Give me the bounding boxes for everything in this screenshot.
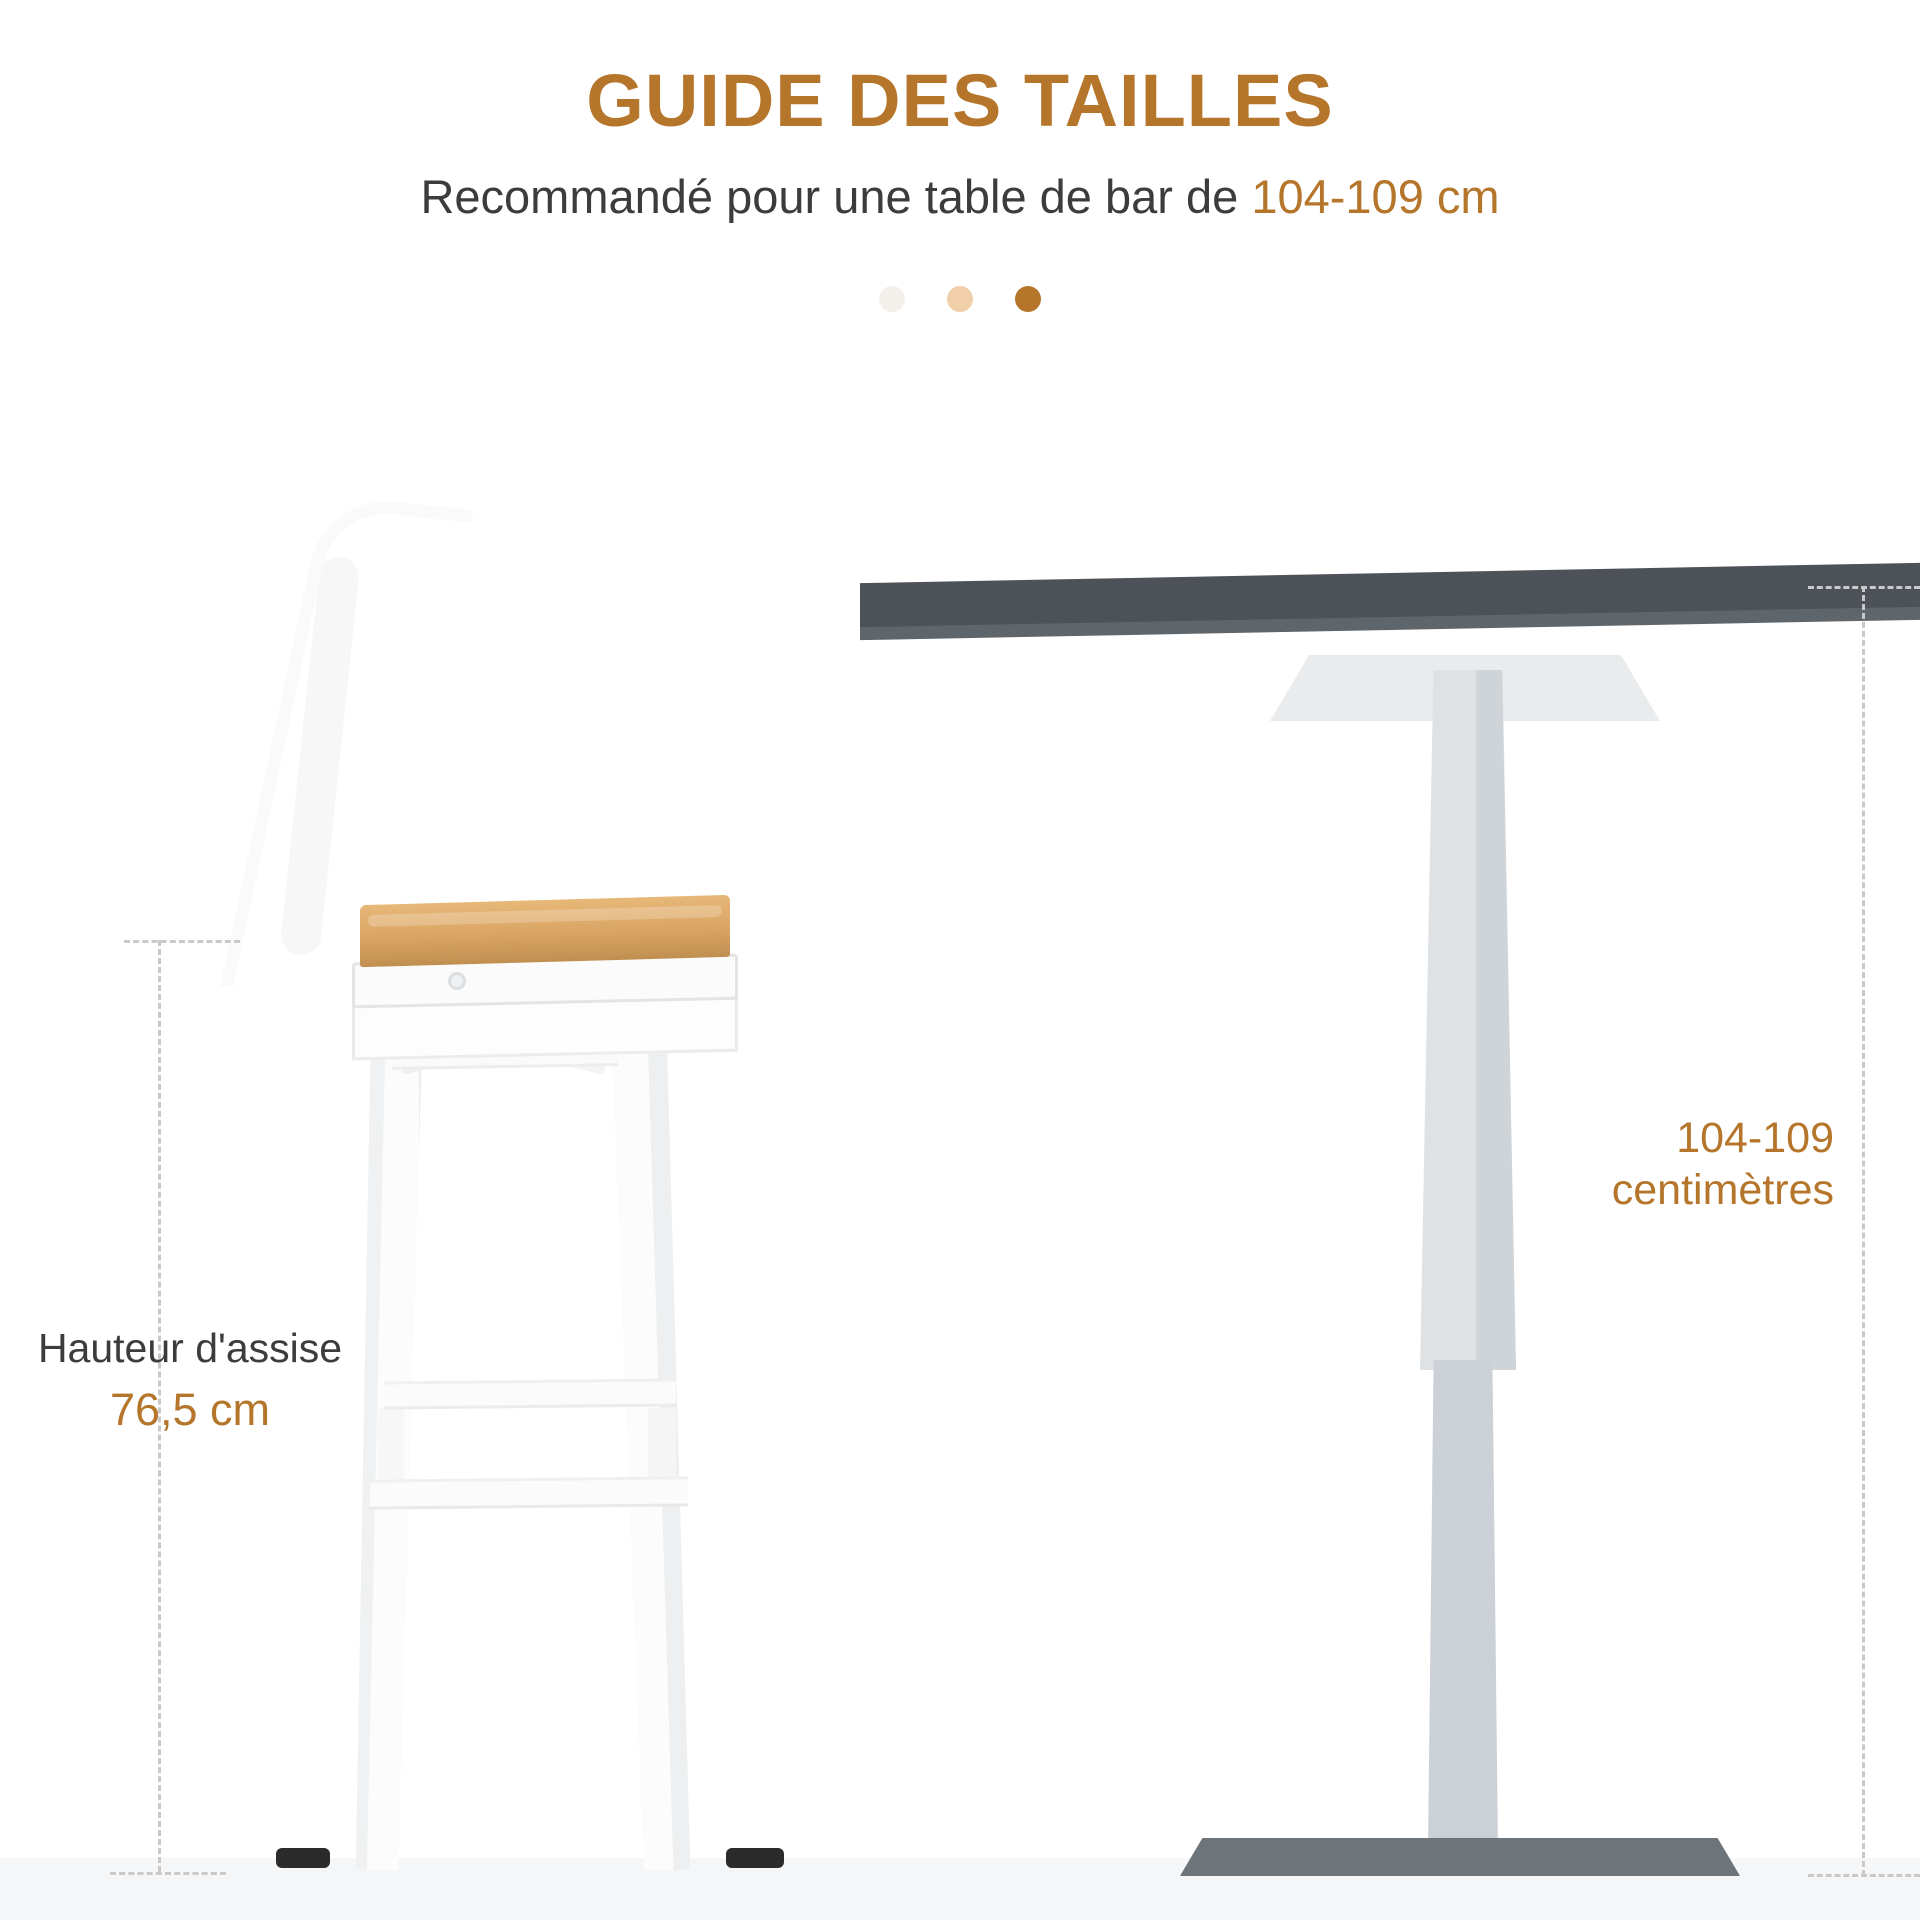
subtitle-highlight: 104-109 cm (1251, 170, 1500, 223)
table-height-label (1568, 1112, 1834, 1217)
dimension-arrow-icon (1862, 586, 1865, 1876)
table-height-unit: centimètres (1611, 1166, 1834, 1215)
seat-dashed-guide-top-icon (124, 940, 240, 943)
backrest-bolt-icon (448, 972, 466, 990)
stool-front-foot-cap (276, 1848, 330, 1868)
seat-height-title: Hauteur d'assise (37, 1325, 343, 1371)
dashed-guide-bottom-icon (1808, 1874, 1920, 1877)
table-lower-column (1428, 1360, 1498, 1850)
subtitle-prefix: Recommandé pour une table de bar de (420, 170, 1252, 223)
footrest-connector-left (378, 1408, 404, 1482)
footrest-connector-right (648, 1408, 676, 1482)
seat-height-label (0, 1322, 380, 1440)
seat-height-value: 76,5 cm (109, 1384, 271, 1436)
page-title: GUIDE DES TAILLES (586, 59, 1334, 142)
seat-dashed-guide-bottom-icon (110, 1872, 226, 1875)
footrest-lower-rail (370, 1476, 688, 1509)
wooden-seat (360, 895, 730, 967)
table-base-plate (1180, 1838, 1740, 1876)
stool-rear-foot-cap (726, 1848, 784, 1868)
table-column-shadow (1476, 670, 1516, 1370)
footrest-upper-rail (384, 1378, 676, 1409)
table-height-value: 104-109 (1676, 1114, 1834, 1162)
